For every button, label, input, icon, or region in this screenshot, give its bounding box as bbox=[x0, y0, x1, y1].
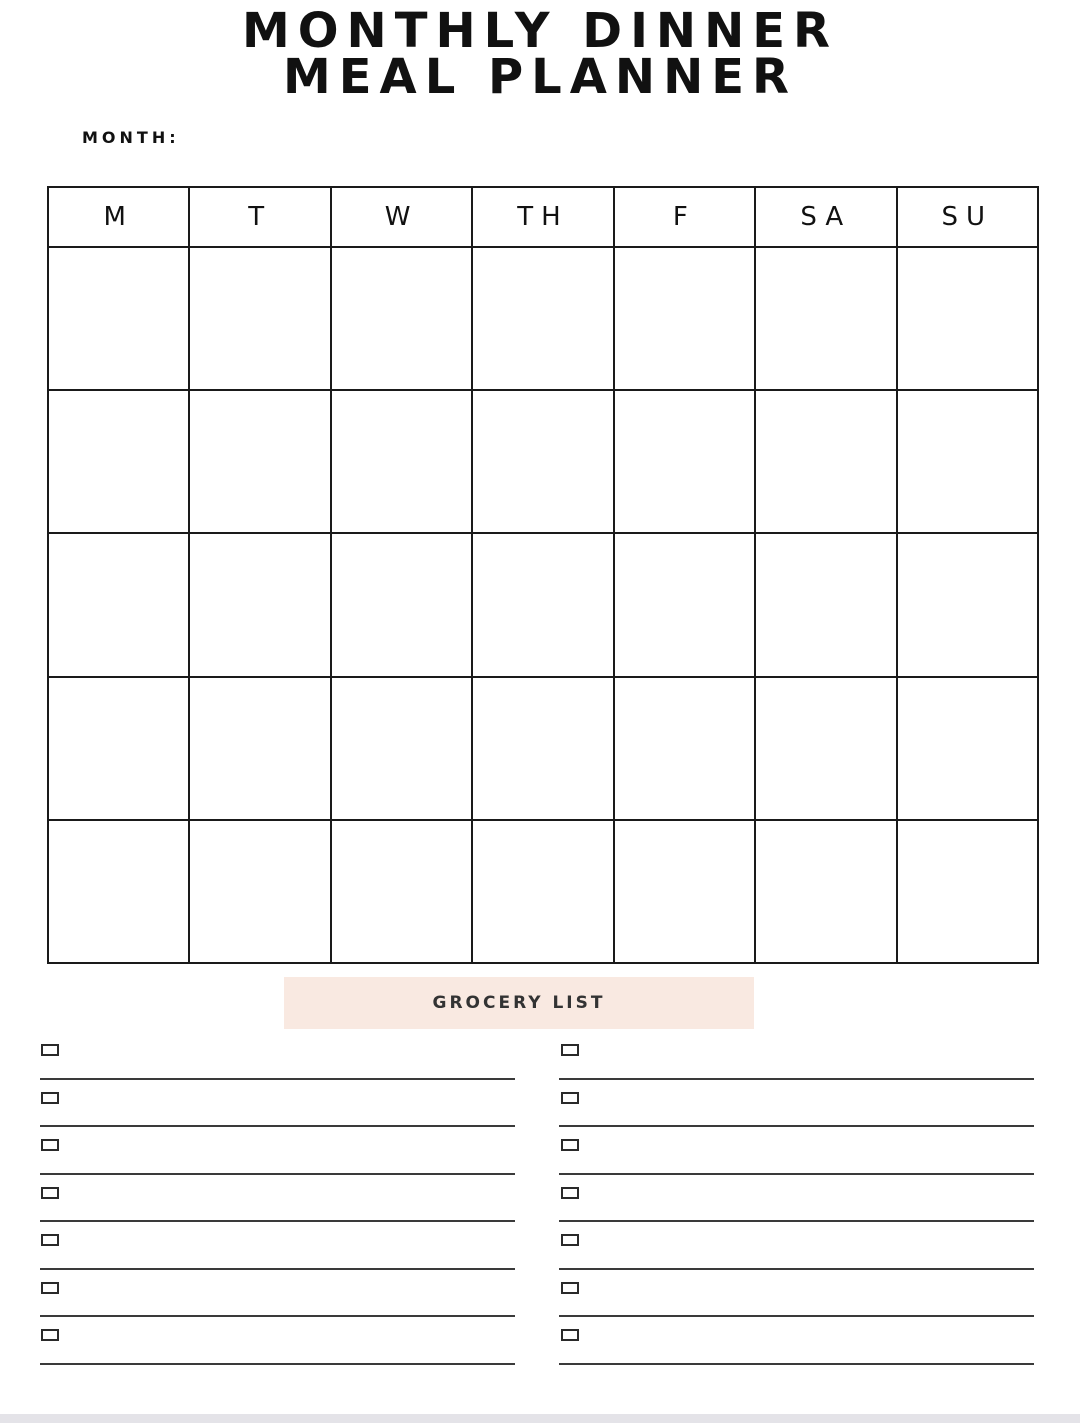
day-header-monday: M bbox=[48, 187, 189, 247]
day-header-tuesday: T bbox=[189, 187, 330, 247]
calendar-day-cell[interactable] bbox=[614, 533, 755, 676]
calendar-day-cell[interactable] bbox=[48, 533, 189, 676]
checkbox-icon[interactable] bbox=[41, 1092, 59, 1104]
meal-calendar-grid bbox=[47, 186, 1039, 964]
calendar-day-cell[interactable] bbox=[897, 390, 1038, 533]
calendar-day-cell[interactable] bbox=[472, 820, 613, 963]
checkbox-icon[interactable] bbox=[561, 1044, 579, 1056]
grocery-list-item[interactable] bbox=[559, 1317, 1034, 1365]
calendar-day-cell[interactable] bbox=[614, 390, 755, 533]
checkbox-icon[interactable] bbox=[561, 1282, 579, 1294]
calendar-day-cell[interactable] bbox=[897, 247, 1038, 390]
grocery-list-title: GROCERY LIST bbox=[432, 993, 606, 1013]
checkbox-icon[interactable] bbox=[41, 1329, 59, 1341]
checkbox-icon[interactable] bbox=[561, 1092, 579, 1104]
checkbox-icon[interactable] bbox=[41, 1282, 59, 1294]
grocery-list-item[interactable] bbox=[40, 1270, 515, 1318]
calendar-day-cell[interactable] bbox=[614, 677, 755, 820]
calendar-day-cell[interactable] bbox=[189, 820, 330, 963]
calendar-day-cell[interactable] bbox=[48, 390, 189, 533]
calendar-day-cell[interactable] bbox=[472, 247, 613, 390]
grocery-list-item[interactable] bbox=[559, 1270, 1034, 1318]
grocery-list-right-column bbox=[559, 1032, 1034, 1365]
calendar-day-cell[interactable] bbox=[897, 533, 1038, 676]
calendar-week-row bbox=[48, 820, 1038, 963]
calendar-week-row bbox=[48, 677, 1038, 820]
grocery-list-item[interactable] bbox=[40, 1222, 515, 1270]
grocery-list-item[interactable] bbox=[559, 1032, 1034, 1080]
calendar-week-row bbox=[48, 247, 1038, 390]
calendar-day-cell[interactable] bbox=[331, 247, 472, 390]
calendar-day-cell[interactable] bbox=[331, 677, 472, 820]
checkbox-icon[interactable] bbox=[561, 1139, 579, 1151]
day-header-friday: F bbox=[614, 187, 755, 247]
calendar-weeks bbox=[48, 247, 1038, 963]
calendar-day-cell[interactable] bbox=[48, 677, 189, 820]
calendar-day-cell[interactable] bbox=[189, 677, 330, 820]
planner-title bbox=[0, 3, 1080, 105]
calendar-day-cell[interactable] bbox=[755, 820, 896, 963]
calendar-day-cell[interactable] bbox=[472, 677, 613, 820]
calendar-week-row bbox=[48, 533, 1038, 676]
checkbox-icon[interactable] bbox=[561, 1234, 579, 1246]
checkbox-icon[interactable] bbox=[41, 1139, 59, 1151]
day-header-saturday: SA bbox=[755, 187, 896, 247]
grocery-list-item[interactable] bbox=[559, 1127, 1034, 1175]
grocery-list-item[interactable] bbox=[559, 1080, 1034, 1128]
calendar-day-cell[interactable] bbox=[331, 533, 472, 676]
day-header-thursday: TH bbox=[472, 187, 613, 247]
calendar-day-cell[interactable] bbox=[755, 390, 896, 533]
grocery-list-item[interactable] bbox=[40, 1032, 515, 1080]
month-label: MONTH: bbox=[82, 128, 180, 147]
calendar-day-cell[interactable] bbox=[755, 247, 896, 390]
calendar-day-cell[interactable] bbox=[614, 247, 755, 390]
checkbox-icon[interactable] bbox=[561, 1329, 579, 1341]
checkbox-icon[interactable] bbox=[41, 1044, 59, 1056]
calendar-day-cell[interactable] bbox=[189, 247, 330, 390]
grocery-list-item[interactable] bbox=[40, 1080, 515, 1128]
grocery-list-banner bbox=[284, 977, 754, 1029]
calendar-day-cell[interactable] bbox=[897, 677, 1038, 820]
grocery-list-item[interactable] bbox=[559, 1175, 1034, 1223]
checkbox-icon[interactable] bbox=[41, 1187, 59, 1199]
calendar-day-cell[interactable] bbox=[48, 820, 189, 963]
calendar-day-cell[interactable] bbox=[472, 533, 613, 676]
calendar-day-cell[interactable] bbox=[331, 390, 472, 533]
grocery-list-left-column bbox=[40, 1032, 515, 1365]
grocery-list-item[interactable] bbox=[559, 1222, 1034, 1270]
grocery-list-item[interactable] bbox=[40, 1127, 515, 1175]
day-header-sunday: SU bbox=[897, 187, 1038, 247]
calendar-day-cell[interactable] bbox=[897, 820, 1038, 963]
calendar-day-cell[interactable] bbox=[48, 247, 189, 390]
calendar-day-cell[interactable] bbox=[189, 533, 330, 676]
title-line-1: MONTHLY DINNER bbox=[241, 3, 839, 59]
calendar-week-row bbox=[48, 390, 1038, 533]
grocery-list-item[interactable] bbox=[40, 1175, 515, 1223]
calendar-day-cell[interactable] bbox=[472, 390, 613, 533]
calendar-day-cell[interactable] bbox=[755, 677, 896, 820]
calendar-day-cell[interactable] bbox=[331, 820, 472, 963]
calendar-day-cell[interactable] bbox=[189, 390, 330, 533]
grocery-list-item[interactable] bbox=[40, 1317, 515, 1365]
checkbox-icon[interactable] bbox=[561, 1187, 579, 1199]
calendar-day-cell[interactable] bbox=[755, 533, 896, 676]
bottom-edge-bar bbox=[0, 1414, 1080, 1423]
title-line-2: MEAL PLANNER bbox=[282, 49, 797, 105]
day-header-wednesday: W bbox=[331, 187, 472, 247]
checkbox-icon[interactable] bbox=[41, 1234, 59, 1246]
weekday-header-row bbox=[48, 187, 1038, 247]
calendar-day-cell[interactable] bbox=[614, 820, 755, 963]
